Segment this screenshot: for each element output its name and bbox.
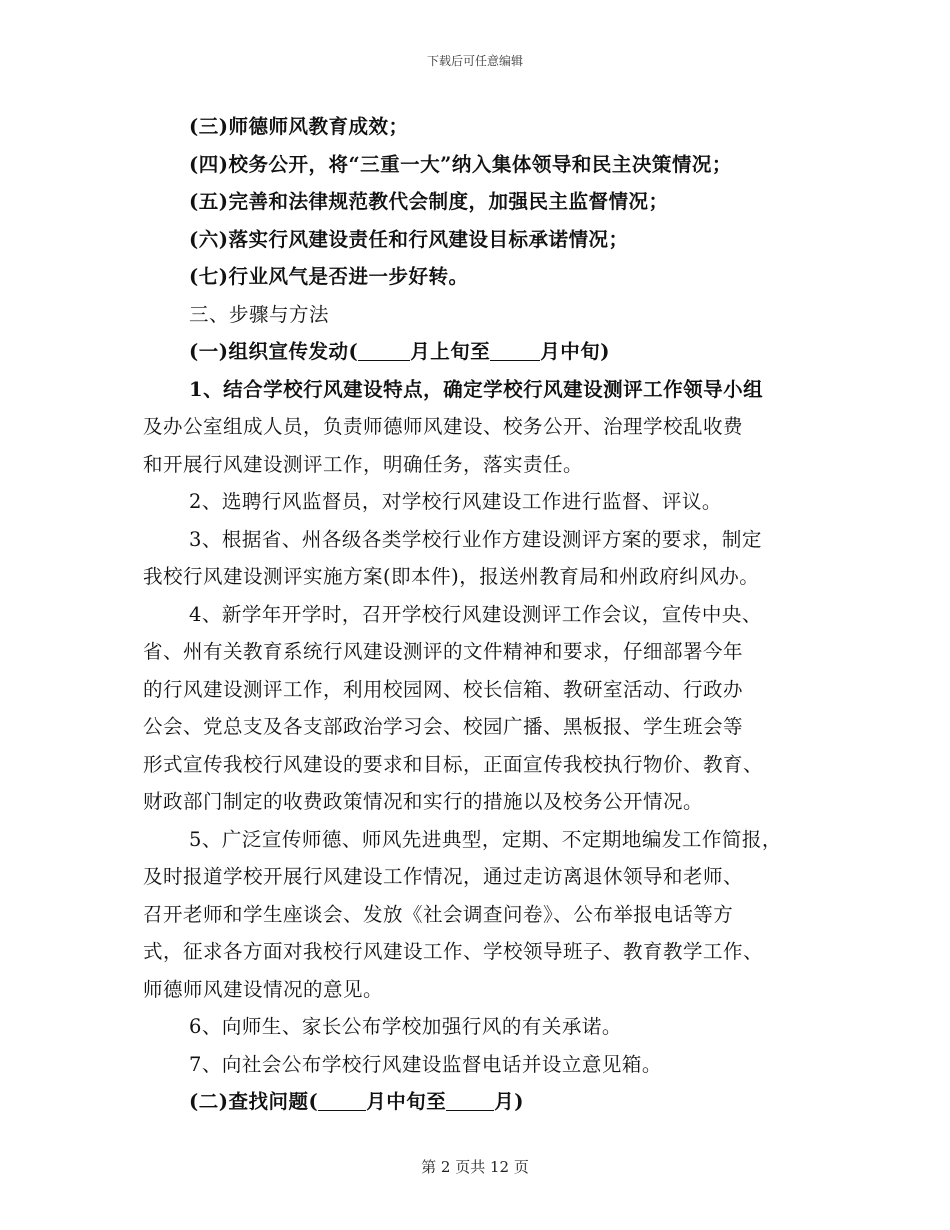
- paragraph-line: 形式宣传我校行风建设的要求和目标，正面宣传我校执行物价、教育、: [143, 752, 764, 776]
- list-item-7: (七)行业风气是否进一步好转。: [189, 265, 469, 288]
- list-item-5: (五)完善和法律规范教代会制度，加强民主监督情况；: [189, 190, 669, 213]
- paragraph-line: 和开展行风建设测评工作，明确任务，落实责任。: [143, 452, 584, 476]
- subsection-heading-part: 月上旬至: [410, 340, 491, 363]
- paragraph-line: 及办公室组成人员，负责师德师风建设、校务公开、治理学校乱收费: [143, 415, 744, 438]
- page-header: 下载后可任意编辑: [426, 54, 523, 68]
- paragraph-line: 2、选聘行风监督员，对学校行风建设工作进行监督、评议。: [189, 490, 722, 513]
- subsection-heading-part: (二)查找问题(: [189, 1090, 319, 1113]
- date-blank: [446, 1090, 494, 1111]
- subsection-heading-publicity: [143, 333, 823, 371]
- paragraph-text: 1、结合学校行风建设特点，确定学校行风建设测评工作领导小组: [189, 377, 764, 401]
- paragraph-line: 召开老师和学生座谈会、发放《社会调查问卷》、公布举报电话等方: [143, 902, 734, 926]
- date-blank: [318, 1090, 366, 1111]
- date-blank: [490, 340, 540, 361]
- paragraph-line: [143, 371, 823, 409]
- paragraph-line: 7、向社会公布学校行风建设监督电话并设立意见箱。: [189, 1052, 662, 1076]
- subsection-heading-part: 月中旬): [540, 340, 610, 363]
- paragraph-line: 5、广泛宣传师德、师风先进典型，定期、不定期地编发工作简报，: [189, 827, 782, 851]
- paragraph-line: 3、根据省、州各级各类学校行业作方建设测评方案的要求，制定: [189, 527, 762, 551]
- paragraph-line: 的行风建设测评工作，利用校园网、校长信箱、教研室活动、行政办: [143, 677, 744, 701]
- page-footer: 第 2 页共 12 页: [421, 1158, 529, 1176]
- list-item-6: (六)落实行风建设责任和行风建设目标承诺情况；: [189, 227, 629, 251]
- document-body: [143, 108, 823, 1121]
- subsection-heading-part: 月中旬至: [366, 1090, 447, 1113]
- section-heading-steps: 三、步骤与方法: [189, 302, 330, 326]
- paragraph-line: 师德师风建设情况的意见。: [143, 977, 384, 1001]
- list-item-4: (四)校务公开，将“三重一大”纳入集体领导和民主决策情况；: [189, 152, 732, 176]
- subsection-heading-part: 月): [494, 1090, 524, 1113]
- paragraph-line: 及时报道学校开展行风建设工作情况，通过走访离退休领导和老师、: [143, 865, 744, 888]
- paragraph-line: 4、新学年开学时，召开学校行风建设测评工作会议，宣传中央、: [189, 602, 762, 626]
- subsection-heading-find-problems: [143, 1083, 823, 1121]
- paragraph-line: 省、州有关教育系统行风建设测评的文件精神和要求，仔细部署今年: [143, 640, 744, 663]
- date-blank: [358, 340, 410, 361]
- paragraph-line: 公会、党总支及各支部政治学习会、校园广播、黑板报、学生班会等: [143, 715, 744, 738]
- subsection-heading-part: (一)组织宣传发动(: [189, 340, 359, 363]
- paragraph-line: 式，征求各方面对我校行风建设工作、学校领导班子、教育教学工作、: [143, 940, 764, 963]
- paragraph-line: 财政部门制定的收费政策情况和实行的措施以及校务公开情况。: [143, 790, 704, 813]
- paragraph-line: 6、向师生、家长公布学校加强行风的有关承诺。: [189, 1015, 622, 1038]
- paragraph-line: 我校行风建设测评实施方案(即本件)，报送州教育局和州政府纠风办。: [143, 565, 760, 588]
- list-item-3: (三)师德师风教育成效；: [189, 115, 409, 138]
